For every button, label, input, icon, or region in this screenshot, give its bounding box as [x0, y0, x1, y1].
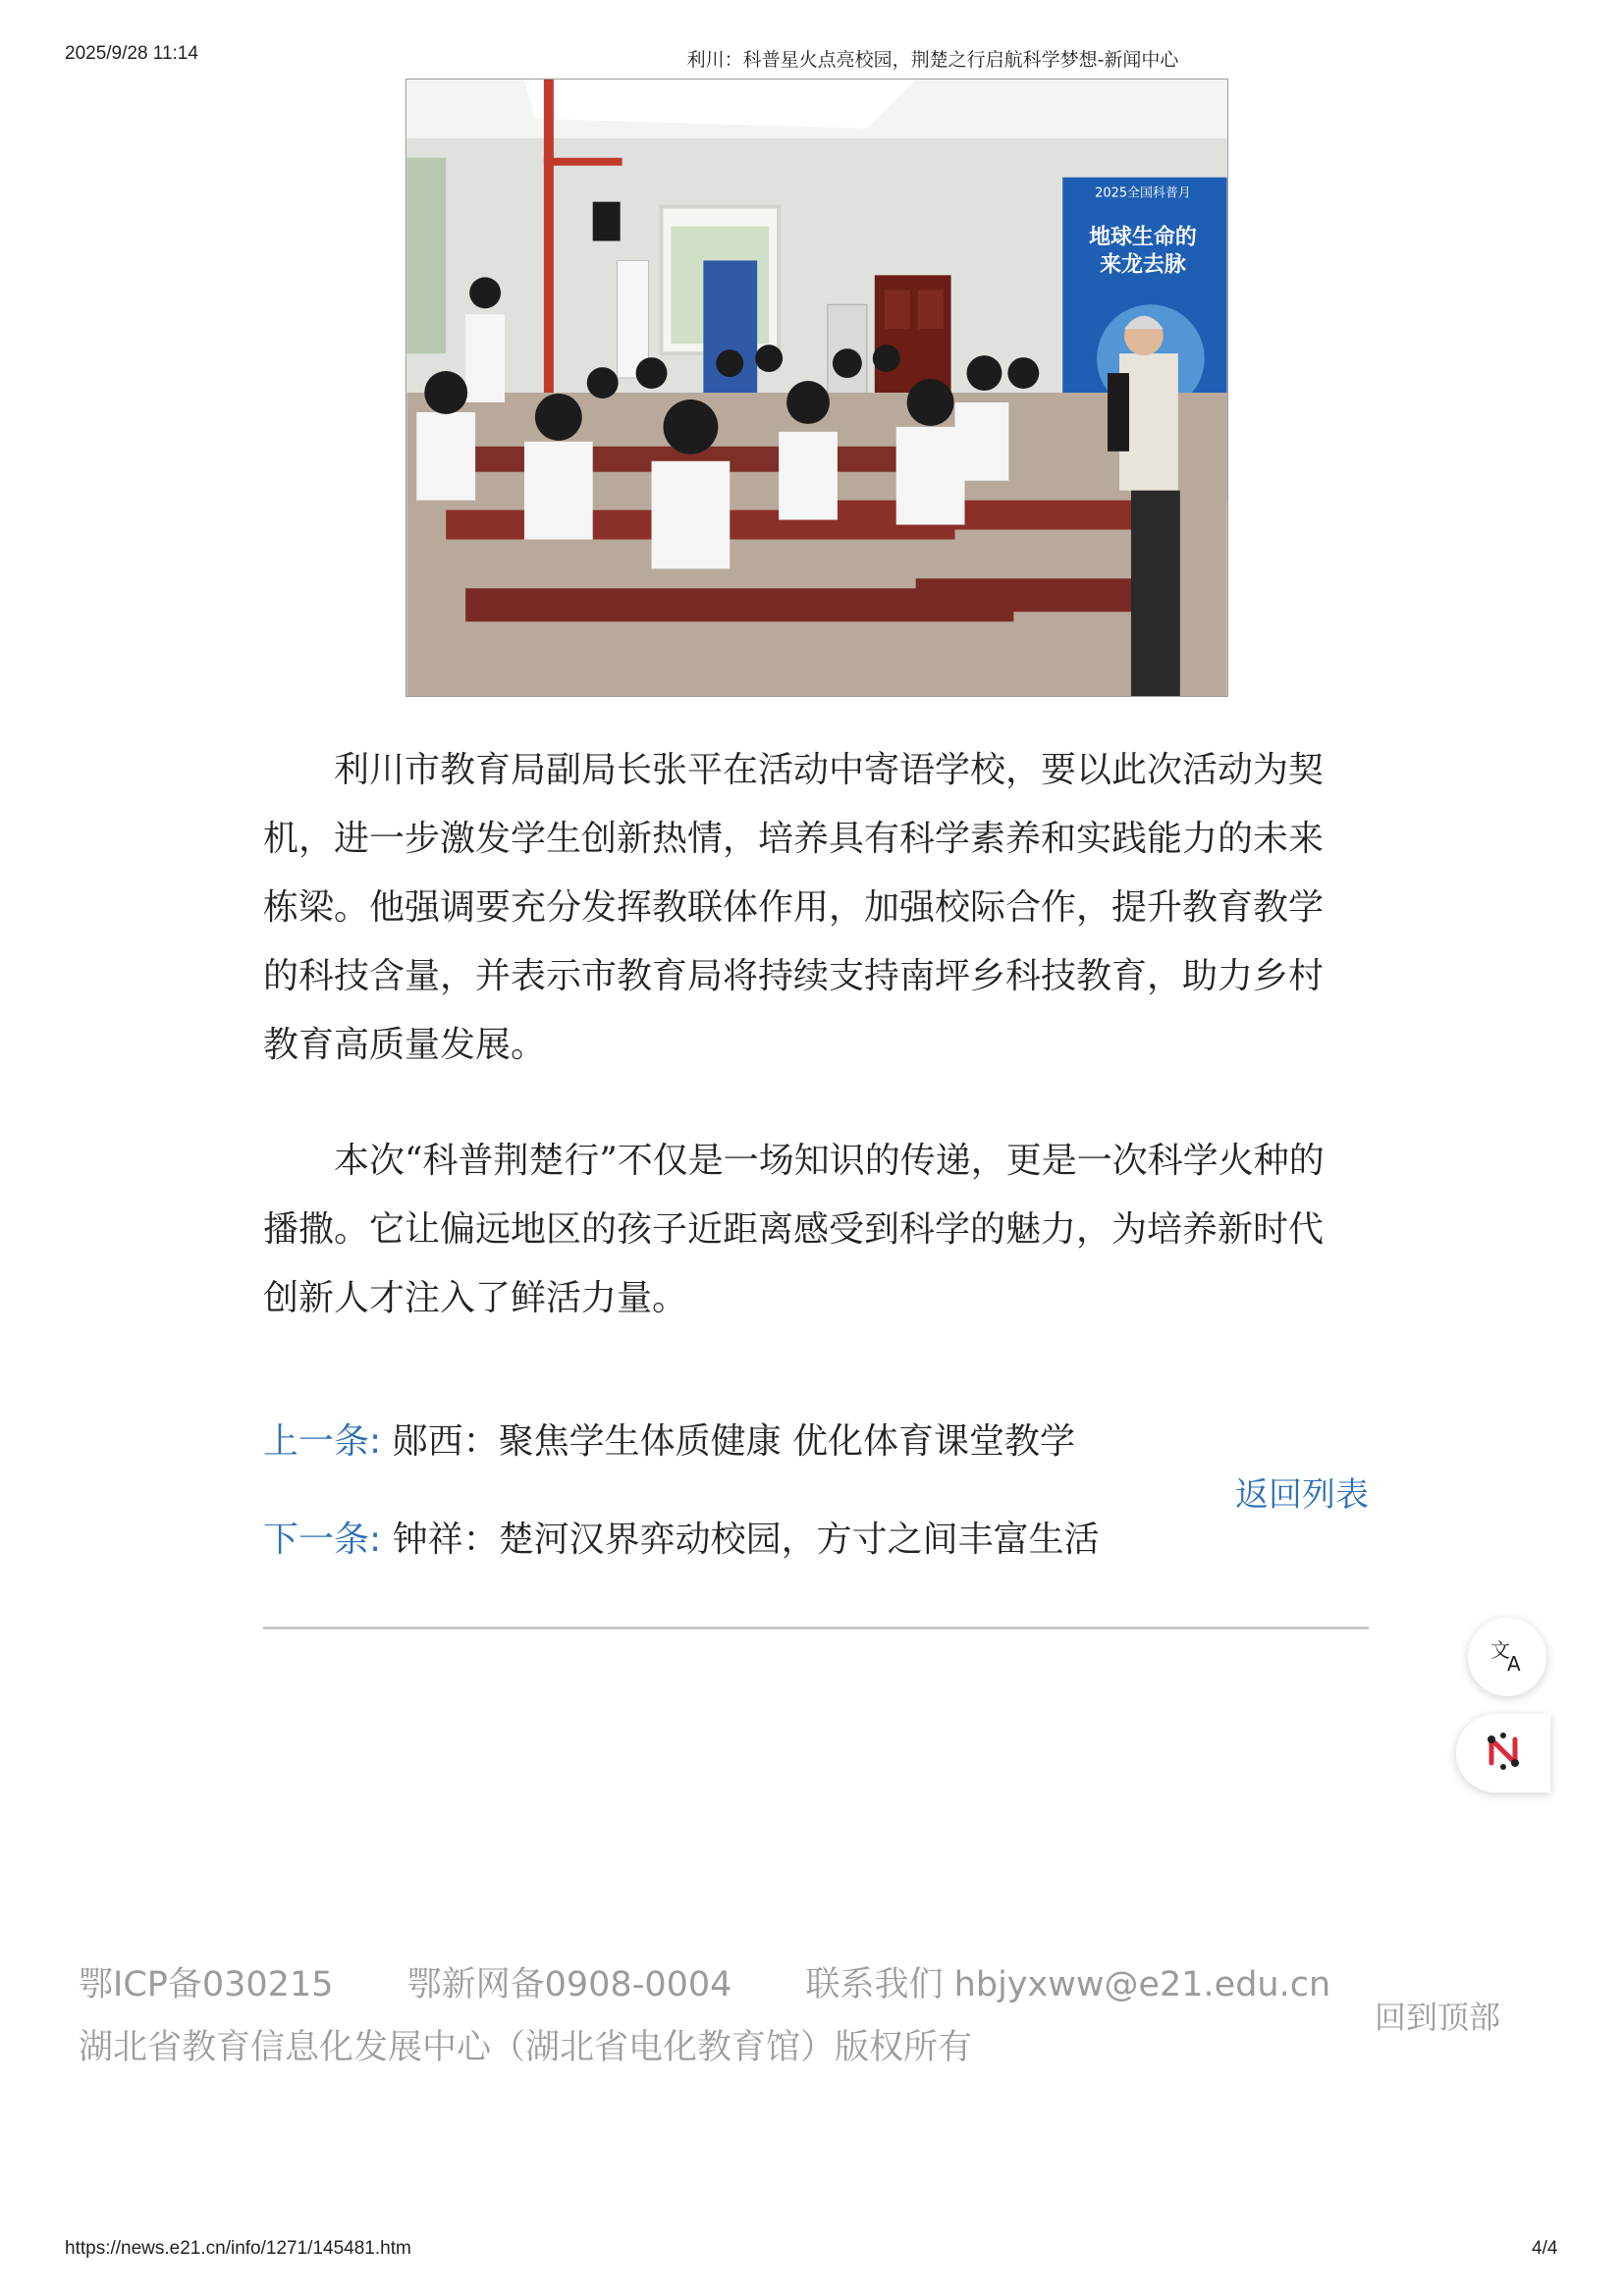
article-paragraph: 利川市教育局副局长张平在活动中寄语学校，要以此次活动为契机，进一步激发学生创新热情，培养具有科学素养和实践能力的未来栋梁。他强调要充分发挥教联体作用，加强校际合作，提升教育教学的科技含量，并表示市教育局将持续支持南坪乡科技教育，助力乡村教育高质量发展。	[263, 750, 1325, 1065]
next-label: 下一条:	[263, 1520, 382, 1560]
print-url: https://news.e21.cn/info/1271/145481.htm	[65, 2238, 411, 2259]
banner-big-text-2: 来龙去脉	[1100, 252, 1186, 278]
banner-small-text: 2025全国科普月	[1095, 186, 1191, 201]
article-paragraph: 本次“科普荆楚行”不仅是一场知识的传递，更是一次科学火种的播撒。它让偏远地区的孩子近距离感受到科学的魅力，为培养新时代创新人才注入了鲜活力量。	[263, 1141, 1325, 1318]
site-footer	[79, 1953, 1393, 2079]
svg-text:文: 文	[1490, 1638, 1510, 1662]
prev-article-link[interactable]: 郧西：聚焦学生体质健康 优化体育课堂教学	[392, 1421, 1076, 1462]
copyright: 湖北省教育信息化发展中心（湖北省电化教育馆）版权所有	[79, 2028, 973, 2067]
prev-article	[263, 1414, 1075, 1464]
ai-assistant-button[interactable]	[1456, 1714, 1550, 1792]
back-to-top-button[interactable]: 回到顶部	[1375, 1999, 1501, 2036]
article-body	[263, 736, 1343, 1380]
translate-button[interactable]	[1468, 1618, 1546, 1696]
icp-record: 鄂ICP备030215	[79, 1965, 334, 2004]
back-to-list-link[interactable]: 返回列表	[1235, 1475, 1369, 1515]
news-record: 鄂新网备0908-0004	[406, 1965, 732, 2004]
svg-text:A: A	[1507, 1652, 1521, 1675]
contact-info[interactable]: 联系我们 hbjyxww@e21.edu.cn	[805, 1965, 1331, 2004]
print-page-title: 利川：科普星火点亮校园，荆楚之行启航科学梦想-新闻中心	[686, 49, 1179, 71]
banner-big-text-1: 地球生命的	[1089, 225, 1197, 250]
print-page-number: 4/4	[1532, 2238, 1558, 2259]
print-datetime: 2025/9/28 11:14	[65, 43, 198, 64]
ai-assistant-icon	[1480, 1728, 1527, 1779]
prev-label: 上一条:	[263, 1421, 382, 1462]
article-photo	[406, 79, 1228, 697]
article-navigation	[263, 1414, 1369, 1571]
divider	[263, 1627, 1369, 1629]
next-article-link[interactable]: 钟祥：楚河汉界弈动校园，方寸之间丰富生活	[392, 1520, 1100, 1560]
translate-icon	[1488, 1635, 1527, 1679]
next-article	[263, 1512, 1100, 1562]
